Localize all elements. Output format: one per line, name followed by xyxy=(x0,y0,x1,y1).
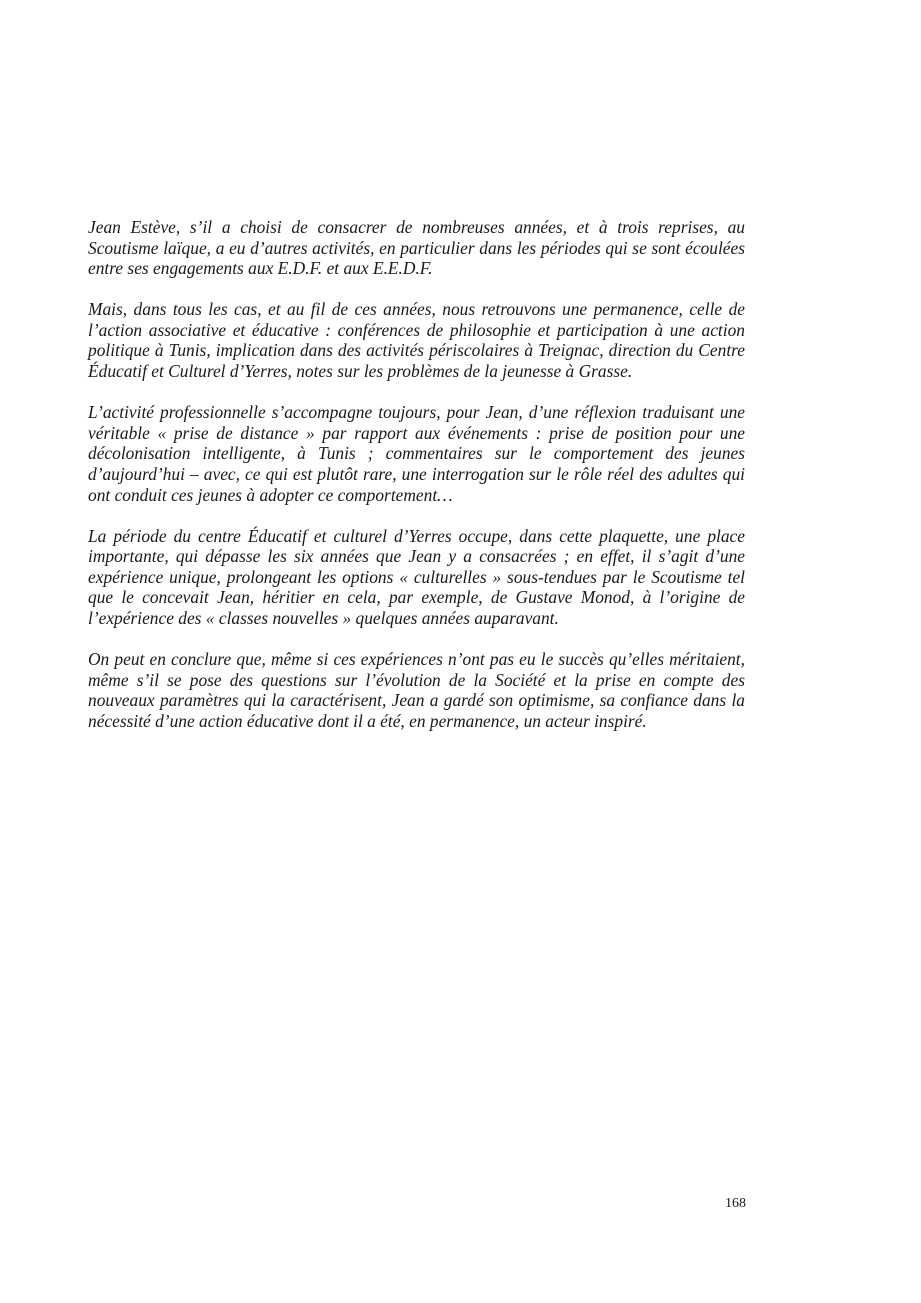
paragraph-4: La période du centre Éducatif et culturel d’Yerres occupe, dans cette plaquette, une place importante, qui dépasse les six années que Jean y a consacrées ; en effet, il s’agit d’une expérience unique, prolongeant les options « culturelles » sous-tendues par le Scoutisme tel que le concevait Jean, héritier en cela, par exemple, de Gustave Monod, à l’origine de l’expérience des « classes nouvelles » quelques années auparavant. xyxy=(88,525,745,628)
body-text xyxy=(88,217,745,752)
paragraph-5: On peut en conclure que, même si ces expériences n’ont pas eu le succès qu’elles méritaient, même s’il se pose des questions sur l’évolution de la Société et la prise en compte des nouveaux paramètres qui la caractérisent, Jean a gardé son optimisme, sa confiance dans la nécessité d’une action éducative dont il a été, en permanence, un acteur inspiré. xyxy=(88,649,745,731)
paragraph-3: L’activité professionnelle s’accompagne toujours, pour Jean, d’une réflexion traduisant une véritable « prise de distance » par rapport aux événements : prise de position pour une décolonisation intelligente, à Tunis ; commentaires sur le comportement des jeunes d’aujourd’hui – avec, ce qui est plutôt rare, une interrogation sur le rôle réel des adultes qui ont conduit ces jeunes à adopter ce comportement… xyxy=(88,402,745,505)
paragraph-2: Mais, dans tous les cas, et au fil de ces années, nous retrouvons une permanence, celle de l’action associative et éducative : conférences de philosophie et participation à une action politique à Tunis, implication dans des activités périscolaires à Treignac, direction du Centre Éducatif et Culturel d’Yerres, notes sur les problèmes de la jeunesse à Grasse. xyxy=(88,299,745,382)
paragraph-1: Jean Estève, s’il a choisi de consacrer de nombreuses années, et à trois reprises, au Scoutisme laïque, a eu d’autres activités, en particulier dans les périodes qui se sont écoulées entre ses engagements aux E.D.F. et aux E.E.D.F. xyxy=(88,217,745,279)
page-number: 168 xyxy=(725,1196,746,1211)
